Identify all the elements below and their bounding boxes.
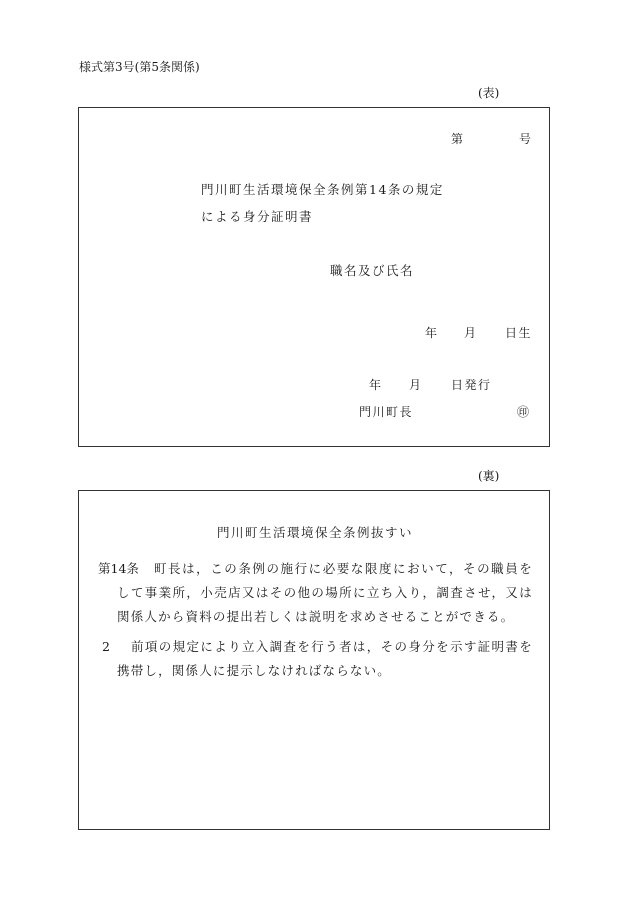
front-side-label: (表) bbox=[478, 86, 500, 100]
number-go: 号 bbox=[519, 132, 532, 146]
birth-month: 月 bbox=[464, 326, 477, 340]
back-side-label: (裏) bbox=[478, 469, 500, 483]
seal-mark: ㊞ bbox=[517, 405, 530, 419]
issue-day: 日発行 bbox=[451, 378, 492, 392]
issue-month: 月 bbox=[409, 378, 422, 392]
form-number: 様式第3号(第5条関係) bbox=[79, 60, 200, 74]
number-dai: 第 bbox=[451, 132, 464, 146]
birth-day: 日生 bbox=[505, 326, 533, 340]
issue-year: 年 bbox=[369, 378, 382, 392]
para2-text: 前項の規定により立入調査を行う者は，その身分を示す証明書を携帯し，関係人に提示しなければならない。 bbox=[117, 639, 533, 678]
issuer: 門川町長 bbox=[359, 405, 414, 419]
id-card-back bbox=[78, 490, 550, 830]
id-card-front bbox=[78, 107, 550, 447]
card-title-line2: による身分証明書 bbox=[201, 209, 314, 224]
birth-year: 年 bbox=[425, 326, 438, 340]
ordinance-excerpt-title: 門川町生活環境保全条例抜すい bbox=[217, 525, 414, 540]
article-label: 第14条 bbox=[98, 561, 139, 576]
card-title-line1: 門川町生活環境保全条例第14条の規定 bbox=[201, 182, 444, 197]
article-text: 町長は，この条例の施行に必要な限度において，その職員をして事業所，小売店又はその他の場所に立ち入り，調査させ，又は関係人から資料の提出若しくは説明を求めさせることができる。 bbox=[117, 561, 533, 624]
name-label: 職名及び氏名 bbox=[330, 263, 415, 278]
para2-number: 2 bbox=[102, 639, 110, 654]
